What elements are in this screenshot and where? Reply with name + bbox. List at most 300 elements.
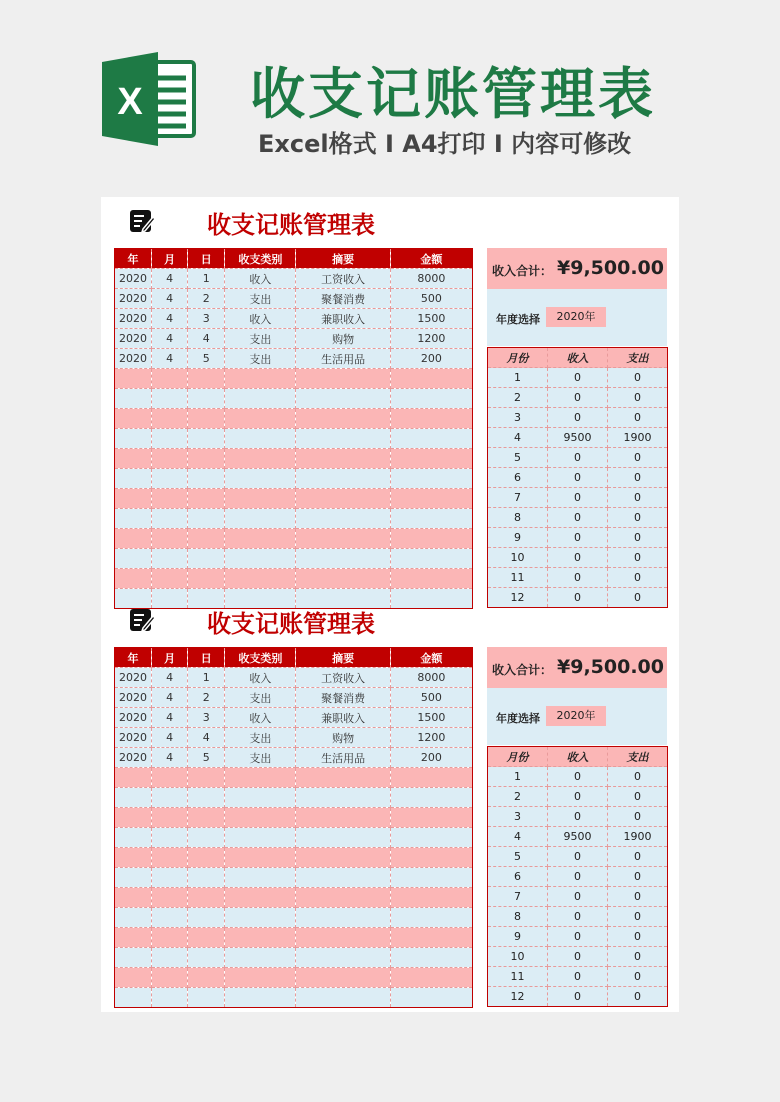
table-cell[interactable]: 支出 — [225, 748, 296, 768]
monthly-cell: 12 — [488, 588, 548, 608]
empty-cell[interactable] — [152, 768, 188, 788]
monthly-cell: 3 — [488, 408, 548, 428]
ledger-table — [114, 647, 473, 1008]
empty-cell[interactable] — [152, 928, 188, 948]
empty-cell[interactable] — [225, 948, 296, 968]
table-row — [115, 309, 473, 329]
monthly-cell: 0 — [548, 368, 608, 388]
table-row — [115, 708, 473, 728]
column-header: 收入 — [548, 747, 608, 767]
table-cell[interactable]: 4 — [152, 289, 188, 309]
monthly-cell: 2 — [488, 388, 548, 408]
table-cell[interactable]: 2020 — [115, 748, 152, 768]
monthly-row — [488, 807, 668, 827]
table-cell[interactable]: 5 — [188, 349, 225, 369]
empty-cell[interactable] — [390, 549, 472, 569]
column-header: 摘要 — [296, 249, 390, 269]
table-cell[interactable]: 1 — [188, 668, 225, 688]
monthly-row — [488, 907, 668, 927]
empty-cell[interactable] — [390, 848, 472, 868]
empty-cell[interactable] — [390, 968, 472, 988]
empty-cell[interactable] — [115, 768, 152, 788]
monthly-cell: 9 — [488, 927, 548, 947]
empty-cell[interactable] — [152, 948, 188, 968]
empty-cell[interactable] — [115, 369, 152, 389]
monthly-cell: 11 — [488, 568, 548, 588]
column-header: 月 — [152, 249, 188, 269]
table-cell[interactable]: 2020 — [115, 269, 152, 289]
empty-cell[interactable] — [296, 868, 390, 888]
empty-cell[interactable] — [115, 928, 152, 948]
empty-cell[interactable] — [296, 888, 390, 908]
monthly-row — [488, 528, 668, 548]
empty-cell[interactable] — [115, 888, 152, 908]
empty-cell[interactable] — [225, 409, 296, 429]
empty-cell[interactable] — [115, 469, 152, 489]
table-cell[interactable]: 聚餐消费 — [296, 688, 390, 708]
notepad-icon — [129, 608, 155, 632]
empty-cell[interactable] — [152, 848, 188, 868]
header — [0, 0, 780, 195]
empty-cell[interactable] — [152, 509, 188, 529]
empty-cell[interactable] — [390, 788, 472, 808]
table-row — [115, 329, 473, 349]
monthly-row — [488, 767, 668, 787]
table-cell[interactable]: 2020 — [115, 329, 152, 349]
monthly-cell: 11 — [488, 967, 548, 987]
table-cell[interactable]: 4 — [152, 668, 188, 688]
empty-cell[interactable] — [225, 509, 296, 529]
monthly-cell: 4 — [488, 827, 548, 847]
table-cell[interactable]: 200 — [390, 349, 472, 369]
empty-cell[interactable] — [225, 808, 296, 828]
empty-table-row — [115, 848, 473, 868]
table-cell[interactable]: 4 — [152, 329, 188, 349]
table-cell[interactable]: 2020 — [115, 728, 152, 748]
year-label: 年度选择 — [496, 712, 540, 725]
year-select[interactable]: 2020年 — [546, 307, 606, 327]
empty-cell[interactable] — [390, 988, 472, 1008]
monthly-cell: 6 — [488, 468, 548, 488]
monthly-cell: 0 — [548, 568, 608, 588]
table-cell[interactable]: 支出 — [225, 728, 296, 748]
empty-table-row — [115, 409, 473, 429]
empty-cell[interactable] — [296, 369, 390, 389]
table-cell[interactable]: 兼职收入 — [296, 708, 390, 728]
empty-cell[interactable] — [390, 449, 472, 469]
empty-cell[interactable] — [188, 928, 225, 948]
table-cell[interactable]: 1200 — [390, 728, 472, 748]
empty-cell[interactable] — [296, 509, 390, 529]
empty-cell[interactable] — [115, 968, 152, 988]
empty-table-row — [115, 808, 473, 828]
empty-cell[interactable] — [188, 449, 225, 469]
table-row — [115, 289, 473, 309]
empty-cell[interactable] — [390, 389, 472, 409]
empty-table-row — [115, 928, 473, 948]
sheet-title: 收支记账管理表 — [207, 211, 375, 239]
empty-cell[interactable] — [115, 449, 152, 469]
monthly-cell: 0 — [548, 867, 608, 887]
empty-cell[interactable] — [296, 529, 390, 549]
monthly-cell: 0 — [548, 887, 608, 907]
empty-cell[interactable] — [390, 509, 472, 529]
table-cell[interactable]: 200 — [390, 748, 472, 768]
empty-cell[interactable] — [152, 788, 188, 808]
table-cell[interactable]: 500 — [390, 688, 472, 708]
table-cell[interactable]: 4 — [152, 728, 188, 748]
empty-cell[interactable] — [188, 988, 225, 1008]
table-cell[interactable]: 3 — [188, 708, 225, 728]
empty-cell[interactable] — [296, 449, 390, 469]
table-row — [115, 349, 473, 369]
empty-cell[interactable] — [152, 569, 188, 589]
column-header: 摘要 — [296, 648, 390, 668]
empty-cell[interactable] — [390, 469, 472, 489]
empty-cell[interactable] — [390, 868, 472, 888]
empty-cell[interactable] — [390, 908, 472, 928]
empty-cell[interactable] — [115, 429, 152, 449]
income-total-value: ¥9,500.00 — [557, 656, 664, 678]
table-cell[interactable]: 2020 — [115, 668, 152, 688]
empty-cell[interactable] — [188, 968, 225, 988]
empty-cell[interactable] — [296, 808, 390, 828]
empty-cell[interactable] — [296, 489, 390, 509]
table-cell[interactable]: 支出 — [225, 349, 296, 369]
income-total-label: 收入合计： — [492, 663, 553, 677]
empty-cell[interactable] — [152, 389, 188, 409]
empty-cell[interactable] — [390, 768, 472, 788]
empty-cell[interactable] — [115, 389, 152, 409]
year-selector — [487, 289, 667, 346]
table-cell[interactable]: 2 — [188, 289, 225, 309]
monthly-cell: 0 — [608, 767, 668, 787]
empty-cell[interactable] — [296, 968, 390, 988]
monthly-cell: 0 — [608, 388, 668, 408]
empty-cell[interactable] — [115, 529, 152, 549]
column-header: 金额 — [390, 249, 472, 269]
empty-cell[interactable] — [115, 948, 152, 968]
empty-cell[interactable] — [390, 888, 472, 908]
monthly-cell: 0 — [608, 847, 668, 867]
empty-cell[interactable] — [225, 868, 296, 888]
empty-cell[interactable] — [115, 808, 152, 828]
empty-cell[interactable] — [296, 828, 390, 848]
empty-cell[interactable] — [296, 908, 390, 928]
table-cell[interactable]: 聚餐消费 — [296, 289, 390, 309]
empty-cell[interactable] — [115, 409, 152, 429]
empty-cell[interactable] — [188, 389, 225, 409]
empty-cell[interactable] — [296, 988, 390, 1008]
monthly-cell: 8 — [488, 508, 548, 528]
empty-cell[interactable] — [225, 908, 296, 928]
monthly-cell: 0 — [608, 887, 668, 907]
table-cell[interactable]: 4 — [152, 748, 188, 768]
table-cell[interactable]: 4 — [188, 329, 225, 349]
monthly-header-row — [488, 747, 668, 767]
empty-cell[interactable] — [225, 968, 296, 988]
table-cell[interactable]: 生活用品 — [296, 748, 390, 768]
empty-cell[interactable] — [390, 429, 472, 449]
table-cell[interactable]: 4 — [152, 349, 188, 369]
monthly-cell: 0 — [608, 947, 668, 967]
empty-cell[interactable] — [152, 968, 188, 988]
empty-cell[interactable] — [225, 768, 296, 788]
column-header: 收支类别 — [225, 648, 296, 668]
empty-cell[interactable] — [390, 369, 472, 389]
table-cell[interactable]: 2020 — [115, 349, 152, 369]
ledger-header-row — [115, 648, 473, 668]
monthly-cell: 0 — [608, 967, 668, 987]
monthly-row — [488, 987, 668, 1007]
empty-table-row — [115, 389, 473, 409]
empty-cell[interactable] — [188, 569, 225, 589]
monthly-cell: 0 — [548, 588, 608, 608]
empty-cell[interactable] — [225, 928, 296, 948]
empty-cell[interactable] — [152, 429, 188, 449]
income-summary — [487, 647, 667, 688]
table-row — [115, 728, 473, 748]
monthly-row — [488, 388, 668, 408]
empty-cell[interactable] — [296, 469, 390, 489]
empty-cell[interactable] — [188, 888, 225, 908]
empty-cell[interactable] — [225, 429, 296, 449]
monthly-row — [488, 967, 668, 987]
empty-cell[interactable] — [115, 908, 152, 928]
empty-cell[interactable] — [152, 489, 188, 509]
empty-table-row — [115, 768, 473, 788]
monthly-cell: 1900 — [608, 428, 668, 448]
empty-cell[interactable] — [188, 409, 225, 429]
empty-table-row — [115, 569, 473, 589]
table-cell[interactable]: 收入 — [225, 309, 296, 329]
empty-cell[interactable] — [152, 549, 188, 569]
empty-cell[interactable] — [225, 828, 296, 848]
table-cell[interactable]: 2020 — [115, 708, 152, 728]
table-cell[interactable]: 3 — [188, 309, 225, 329]
empty-cell[interactable] — [188, 489, 225, 509]
empty-cell[interactable] — [115, 489, 152, 509]
monthly-cell: 0 — [548, 408, 608, 428]
empty-cell[interactable] — [152, 449, 188, 469]
monthly-cell: 0 — [608, 488, 668, 508]
monthly-cell: 1900 — [608, 827, 668, 847]
empty-cell[interactable] — [188, 509, 225, 529]
monthly-cell: 0 — [548, 468, 608, 488]
table-cell[interactable]: 收入 — [225, 668, 296, 688]
monthly-cell: 10 — [488, 947, 548, 967]
empty-cell[interactable] — [296, 389, 390, 409]
monthly-row — [488, 468, 668, 488]
empty-cell[interactable] — [188, 848, 225, 868]
empty-cell[interactable] — [225, 549, 296, 569]
empty-cell[interactable] — [188, 549, 225, 569]
table-cell[interactable]: 2020 — [115, 309, 152, 329]
monthly-row — [488, 847, 668, 867]
monthly-row — [488, 568, 668, 588]
monthly-row — [488, 408, 668, 428]
empty-cell[interactable] — [115, 848, 152, 868]
monthly-cell: 0 — [548, 807, 608, 827]
empty-cell[interactable] — [296, 948, 390, 968]
income-summary — [487, 248, 667, 289]
empty-cell[interactable] — [188, 469, 225, 489]
empty-cell[interactable] — [115, 788, 152, 808]
table-row — [115, 748, 473, 768]
empty-cell[interactable] — [390, 948, 472, 968]
empty-cell[interactable] — [152, 369, 188, 389]
empty-cell[interactable] — [296, 409, 390, 429]
column-header: 月份 — [488, 747, 548, 767]
table-cell[interactable]: 生活用品 — [296, 349, 390, 369]
empty-cell[interactable] — [296, 768, 390, 788]
empty-cell[interactable] — [115, 549, 152, 569]
empty-cell[interactable] — [188, 429, 225, 449]
table-cell[interactable]: 2020 — [115, 289, 152, 309]
empty-cell[interactable] — [225, 389, 296, 409]
empty-cell[interactable] — [152, 828, 188, 848]
empty-cell[interactable] — [390, 928, 472, 948]
monthly-cell: 0 — [548, 528, 608, 548]
monthly-cell: 0 — [548, 767, 608, 787]
empty-cell[interactable] — [225, 489, 296, 509]
table-cell[interactable]: 1500 — [390, 708, 472, 728]
table-cell[interactable]: 2 — [188, 688, 225, 708]
column-header: 金额 — [390, 648, 472, 668]
empty-cell[interactable] — [225, 988, 296, 1008]
empty-cell[interactable] — [296, 788, 390, 808]
empty-cell[interactable] — [188, 948, 225, 968]
empty-table-row — [115, 469, 473, 489]
monthly-cell: 0 — [548, 448, 608, 468]
empty-cell[interactable] — [152, 888, 188, 908]
monthly-cell: 0 — [608, 368, 668, 388]
empty-cell[interactable] — [225, 369, 296, 389]
empty-cell[interactable] — [152, 908, 188, 928]
logo-letter: X — [117, 81, 143, 123]
table-cell[interactable]: 兼职收入 — [296, 309, 390, 329]
table-cell[interactable]: 收入 — [225, 269, 296, 289]
empty-cell[interactable] — [188, 908, 225, 928]
table-cell[interactable]: 购物 — [296, 728, 390, 748]
empty-cell[interactable] — [115, 509, 152, 529]
monthly-row — [488, 827, 668, 847]
table-cell[interactable]: 工资收入 — [296, 269, 390, 289]
empty-cell[interactable] — [390, 409, 472, 429]
empty-cell[interactable] — [390, 808, 472, 828]
empty-cell[interactable] — [390, 569, 472, 589]
empty-cell[interactable] — [115, 868, 152, 888]
empty-cell[interactable] — [296, 569, 390, 589]
monthly-cell: 0 — [548, 488, 608, 508]
table-cell[interactable]: 5 — [188, 748, 225, 768]
empty-cell[interactable] — [188, 808, 225, 828]
empty-table-row — [115, 529, 473, 549]
table-row — [115, 269, 473, 289]
table-cell[interactable]: 8000 — [390, 269, 472, 289]
empty-cell[interactable] — [225, 469, 296, 489]
empty-cell[interactable] — [390, 828, 472, 848]
empty-cell[interactable] — [390, 529, 472, 549]
year-label: 年度选择 — [496, 313, 540, 326]
monthly-cell: 0 — [548, 927, 608, 947]
monthly-cell: 0 — [608, 408, 668, 428]
empty-cell[interactable] — [225, 449, 296, 469]
empty-cell[interactable] — [296, 549, 390, 569]
table-cell[interactable]: 4 — [152, 269, 188, 289]
table-cell[interactable]: 500 — [390, 289, 472, 309]
year-select[interactable]: 2020年 — [546, 706, 606, 726]
empty-cell[interactable] — [296, 429, 390, 449]
empty-cell[interactable] — [188, 369, 225, 389]
table-cell[interactable]: 工资收入 — [296, 668, 390, 688]
column-header: 收支类别 — [225, 249, 296, 269]
empty-table-row — [115, 948, 473, 968]
empty-cell[interactable] — [225, 569, 296, 589]
empty-cell[interactable] — [152, 529, 188, 549]
table-cell[interactable]: 4 — [152, 708, 188, 728]
empty-cell[interactable] — [152, 808, 188, 828]
monthly-row — [488, 368, 668, 388]
table-cell[interactable]: 8000 — [390, 668, 472, 688]
ledger-header-row — [115, 249, 473, 269]
empty-cell[interactable] — [188, 529, 225, 549]
table-cell[interactable]: 1500 — [390, 309, 472, 329]
table-cell[interactable]: 1200 — [390, 329, 472, 349]
monthly-cell: 5 — [488, 847, 548, 867]
table-cell[interactable]: 收入 — [225, 708, 296, 728]
sheet-section — [101, 197, 679, 607]
table-cell[interactable]: 支出 — [225, 688, 296, 708]
table-cell[interactable]: 2020 — [115, 688, 152, 708]
empty-cell[interactable] — [188, 788, 225, 808]
empty-cell[interactable] — [225, 888, 296, 908]
table-cell[interactable]: 购物 — [296, 329, 390, 349]
monthly-cell: 0 — [608, 807, 668, 827]
empty-cell[interactable] — [390, 489, 472, 509]
empty-cell[interactable] — [188, 868, 225, 888]
empty-cell[interactable] — [225, 788, 296, 808]
monthly-table — [487, 347, 668, 608]
table-cell[interactable]: 支出 — [225, 329, 296, 349]
table-cell[interactable]: 1 — [188, 269, 225, 289]
empty-cell[interactable] — [152, 988, 188, 1008]
empty-cell[interactable] — [152, 868, 188, 888]
income-total-value: ¥9,500.00 — [557, 257, 664, 279]
empty-cell[interactable] — [188, 828, 225, 848]
empty-cell[interactable] — [188, 768, 225, 788]
empty-table-row — [115, 868, 473, 888]
empty-cell[interactable] — [296, 928, 390, 948]
table-cell[interactable]: 4 — [188, 728, 225, 748]
monthly-cell: 3 — [488, 807, 548, 827]
monthly-row — [488, 428, 668, 448]
empty-cell[interactable] — [115, 569, 152, 589]
empty-cell[interactable] — [152, 409, 188, 429]
table-cell[interactable]: 支出 — [225, 289, 296, 309]
empty-cell[interactable] — [115, 988, 152, 1008]
empty-cell[interactable] — [225, 529, 296, 549]
table-cell[interactable]: 4 — [152, 688, 188, 708]
monthly-cell: 0 — [608, 448, 668, 468]
monthly-cell: 0 — [548, 787, 608, 807]
table-cell[interactable]: 4 — [152, 309, 188, 329]
empty-cell[interactable] — [152, 469, 188, 489]
empty-cell[interactable] — [296, 848, 390, 868]
empty-cell[interactable] — [115, 828, 152, 848]
empty-cell[interactable] — [225, 848, 296, 868]
monthly-cell: 0 — [608, 548, 668, 568]
